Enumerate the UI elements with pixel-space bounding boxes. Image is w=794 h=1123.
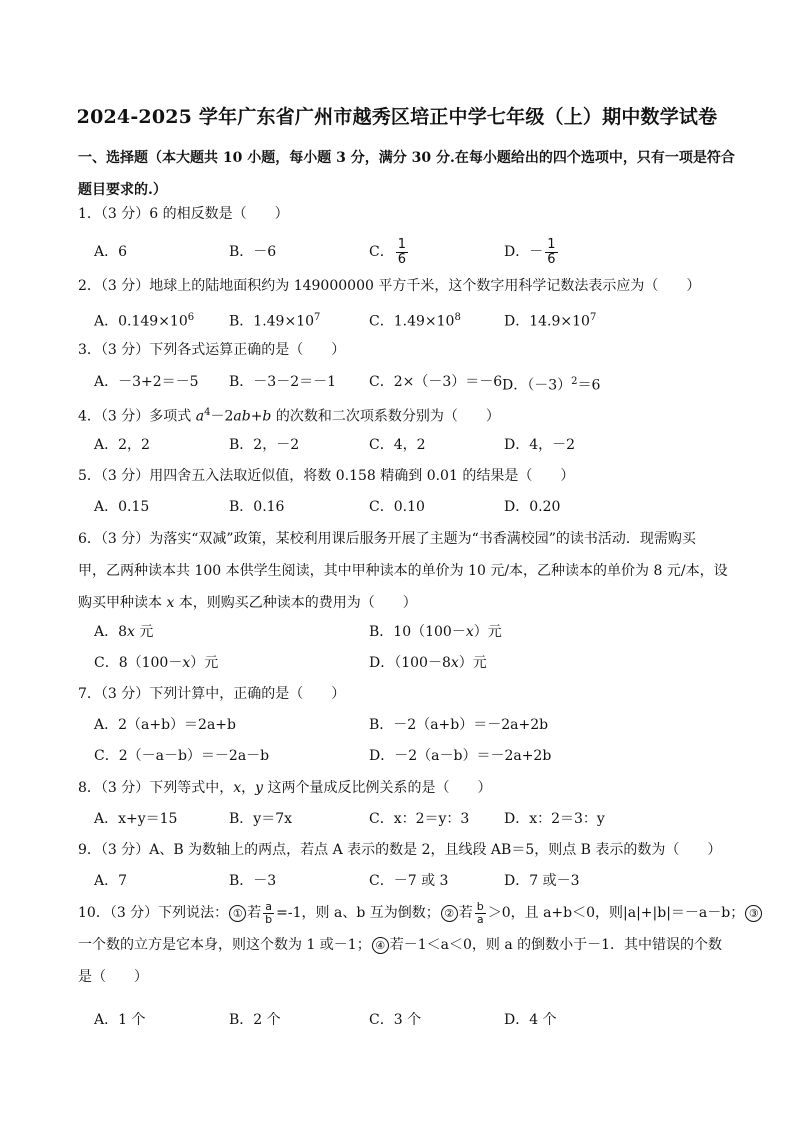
- option-b: B．－3－2＝－1: [229, 374, 337, 390]
- fraction: [545, 238, 557, 267]
- option-b: [369, 616, 502, 648]
- question-stem: 2．（3 分）地球上的陆地面积约为 149000000 平方千米，这个数字用科学记数法表示应为（ ）: [78, 278, 701, 294]
- circled-number-4: ④: [372, 937, 389, 954]
- option-d-label: D．14.9×10: [504, 313, 590, 330]
- option-c: C．4，2: [369, 437, 426, 453]
- question-stem-line-1: 6．（3 分）为落实“双减”政策，某校利用课后服务开展了主题为“书香满校园”的读书活动．现需购买: [78, 531, 696, 547]
- question-4-options: [94, 429, 734, 461]
- stem-text: 4．（3 分）多项式: [78, 408, 196, 425]
- question-3: [78, 334, 728, 366]
- question-7: [78, 678, 728, 710]
- circled-number-2: ②: [441, 905, 458, 922]
- option-d: D．x：2＝3：y: [504, 811, 605, 827]
- circled-number-1: ①: [229, 905, 246, 922]
- option-c-label: C．8（100－: [94, 655, 183, 671]
- question-stem-line-2: 甲，乙两种读本共 100 本供学生阅读，其中甲种读本的单价为 10 元/本，乙种读本的单价为 8 元/本，设: [78, 563, 728, 579]
- stem-text: ＞0，且 a+b＜0，则|a|+|b|＝－a－b；: [487, 905, 745, 921]
- option-b: B．0.16: [229, 499, 285, 515]
- option-d: [369, 647, 487, 679]
- question-7-options-row-1: [94, 709, 734, 741]
- exponent: 4: [204, 407, 211, 418]
- var-y: y: [255, 780, 264, 796]
- option-c: [369, 302, 461, 338]
- fraction-numerator: a: [265, 899, 273, 913]
- option-c: [369, 236, 410, 268]
- exponent: 7: [314, 312, 321, 323]
- stem-sep: ，: [241, 780, 256, 796]
- exponent: 2: [571, 376, 578, 387]
- section-line-2: 题目要求的.）: [78, 182, 167, 198]
- option-d: D．4，－2: [504, 437, 576, 453]
- option-a: A．－3+2＝－5: [94, 374, 199, 390]
- stem-if: 若: [247, 905, 262, 921]
- option-d: D．4 个: [504, 1012, 557, 1028]
- section-line-1: 一、选择题（本大题共 10 小题，每小题 3 分，满分 30 分.在每小题给出的四个选项中，只有一项是符合: [78, 150, 735, 166]
- option-d-label: D．（100－8: [369, 655, 451, 671]
- question-stem-line-3: 是（ ）: [78, 969, 148, 985]
- option-c: C．－7 或 3: [369, 873, 449, 889]
- question-3-options: [94, 366, 734, 398]
- question-8-options: [94, 803, 734, 835]
- option-b: B．y＝7x: [229, 811, 292, 827]
- question-6-options-row-1: [94, 616, 734, 648]
- fraction: [396, 238, 408, 267]
- circled-number-3: ③: [745, 905, 762, 922]
- option-b: B．2 个: [229, 1012, 281, 1028]
- question-stem: 9．（3 分）A、B 为数轴上的两点，若点 A 表示的数是 2，且线段 AB＝5，则点 B 表示的数为（ ）: [78, 842, 722, 858]
- option-a: A．0.15: [94, 499, 150, 515]
- option-d-label: D．－: [504, 244, 544, 260]
- fraction-denominator: 6: [397, 251, 406, 267]
- exponent: 8: [454, 312, 461, 323]
- option-d: D．0.20: [504, 499, 561, 515]
- var-x: x: [465, 624, 474, 640]
- option-a-label: A．0.149×10: [94, 313, 188, 330]
- var-a: a: [195, 408, 205, 425]
- exponent: 6: [187, 312, 195, 323]
- option-c: C．2（－a－b）＝－2a－b: [94, 748, 270, 764]
- option-c-label: C．: [369, 244, 394, 260]
- fraction-numerator: 1: [547, 236, 556, 252]
- stem-text: 10．（3 分）下列说法：: [78, 905, 229, 921]
- option-a-label: A．8: [94, 624, 128, 640]
- stem-text-end: 的次数和二次项系数分别为（ ）: [271, 408, 500, 425]
- option-c: C．x：2＝y：3: [369, 811, 470, 827]
- fraction-b-over-a: [475, 901, 486, 926]
- question-1: [78, 198, 728, 230]
- var-ab: ab: [233, 408, 251, 425]
- option-a: A．x+y＝15: [94, 811, 178, 827]
- question-stem-line-1: [78, 897, 759, 929]
- option-b: B．－6: [229, 244, 277, 260]
- stem-text: 8．（3 分）下列等式中，: [78, 780, 234, 796]
- section-header: [78, 142, 735, 206]
- var-x: x: [233, 780, 242, 796]
- option-b-label: B．10（100－: [369, 624, 466, 640]
- fraction-denominator: b: [265, 912, 273, 926]
- option-d-unit: ）元: [458, 655, 487, 671]
- question-10: [78, 897, 759, 993]
- stem-if: 若: [458, 905, 473, 921]
- option-b: B．－2（a+b）＝－2a+2b: [369, 717, 549, 733]
- question-5-options: [94, 491, 734, 523]
- fraction-numerator: 1: [397, 236, 406, 252]
- page-title: 2024-2025 学年广东省广州市越秀区培正中学七年级（上）期中数学试卷: [76, 106, 718, 128]
- option-a-unit: 元: [134, 624, 154, 640]
- stem-text-end: 这两个量成反比例关系的是（ ）: [263, 780, 492, 796]
- question-stem: 5．（3 分）用四舍五入法取近似值，将数 0.158 精确到 0.01 的结果是（ ）: [78, 468, 575, 484]
- question-stem: [78, 772, 728, 804]
- option-a: A．7: [94, 873, 128, 889]
- option-c: C．2×（－3）＝－6: [369, 374, 503, 390]
- fraction-numerator: b: [476, 899, 484, 913]
- option-b-unit: ）元: [473, 624, 502, 640]
- fraction-denominator: a: [476, 912, 484, 926]
- var-x: x: [127, 624, 135, 640]
- exponent: 7: [589, 312, 597, 323]
- option-b: B．2，－2: [229, 437, 300, 453]
- question-2: [78, 270, 728, 302]
- option-b: B．－3: [229, 873, 277, 889]
- option-a: A．6: [94, 244, 128, 260]
- stem-text: 购买甲种读本: [78, 595, 167, 611]
- question-2-options: [94, 302, 734, 334]
- option-a: A．2，2: [94, 437, 150, 453]
- option-c-label: C．1.49×10: [369, 313, 455, 330]
- question-stem-line-3: [78, 587, 728, 619]
- option-b-label: B．1.49×10: [229, 313, 315, 330]
- stem-text: 一个数的立方是它本身，则这个数为 1 或－1；: [78, 937, 371, 953]
- fraction-a-over-b: [263, 901, 274, 926]
- var-x: x: [166, 595, 175, 611]
- option-c: C．3 个: [369, 1012, 422, 1028]
- var-x: x: [182, 655, 191, 671]
- option-d: [504, 236, 560, 268]
- question-6-options-row-2: [94, 647, 734, 679]
- option-d: D．7 或－3: [504, 873, 580, 889]
- question-9-options: [94, 865, 734, 897]
- option-d-label: D．（－3）: [502, 377, 572, 394]
- fraction-denominator: 6: [547, 251, 556, 267]
- question-9: [78, 834, 728, 866]
- option-d-result: ＝6: [577, 377, 601, 394]
- question-stem: 7．（3 分）下列计算中，正确的是（ ）: [78, 686, 346, 702]
- question-4: [78, 397, 728, 429]
- option-a: [94, 616, 153, 648]
- option-a: A．1 个: [94, 1012, 146, 1028]
- option-a: [94, 302, 194, 338]
- option-c: C．0.10: [369, 499, 425, 515]
- stem-plus: +: [250, 408, 263, 425]
- question-6: [78, 523, 728, 619]
- var-x: x: [450, 655, 459, 671]
- option-c-unit: ）元: [190, 655, 219, 671]
- question-7-options-row-2: [94, 740, 734, 772]
- option-c: [94, 647, 218, 679]
- stem-text: =-1，则 a、b 互为倒数；: [276, 905, 440, 921]
- option-d: D．－2（a－b）＝－2a+2b: [369, 748, 552, 764]
- stem-minus: －2: [210, 408, 234, 425]
- question-stem: [78, 397, 728, 429]
- question-stem-line-2: [78, 929, 728, 961]
- var-b: b: [262, 408, 272, 425]
- stem-text: 若－1＜a＜0，则 a 的倒数小于－1．其中错误的个数: [389, 937, 723, 953]
- stem-text-end: 本，则购买乙种读本的费用为（ ）: [174, 595, 417, 611]
- question-1-options: [94, 236, 734, 268]
- question-8: [78, 772, 728, 804]
- option-b: [229, 302, 320, 338]
- question-stem: 3．（3 分）下列各式运算正确的是（ ）: [78, 342, 346, 358]
- option-d: [504, 302, 596, 338]
- question-5: [78, 460, 728, 492]
- option-a: A．2（a+b）＝2a+b: [94, 717, 237, 733]
- question-10-options: [94, 1004, 734, 1036]
- question-stem: 1．（3 分）6 的相反数是（ ）: [78, 206, 289, 222]
